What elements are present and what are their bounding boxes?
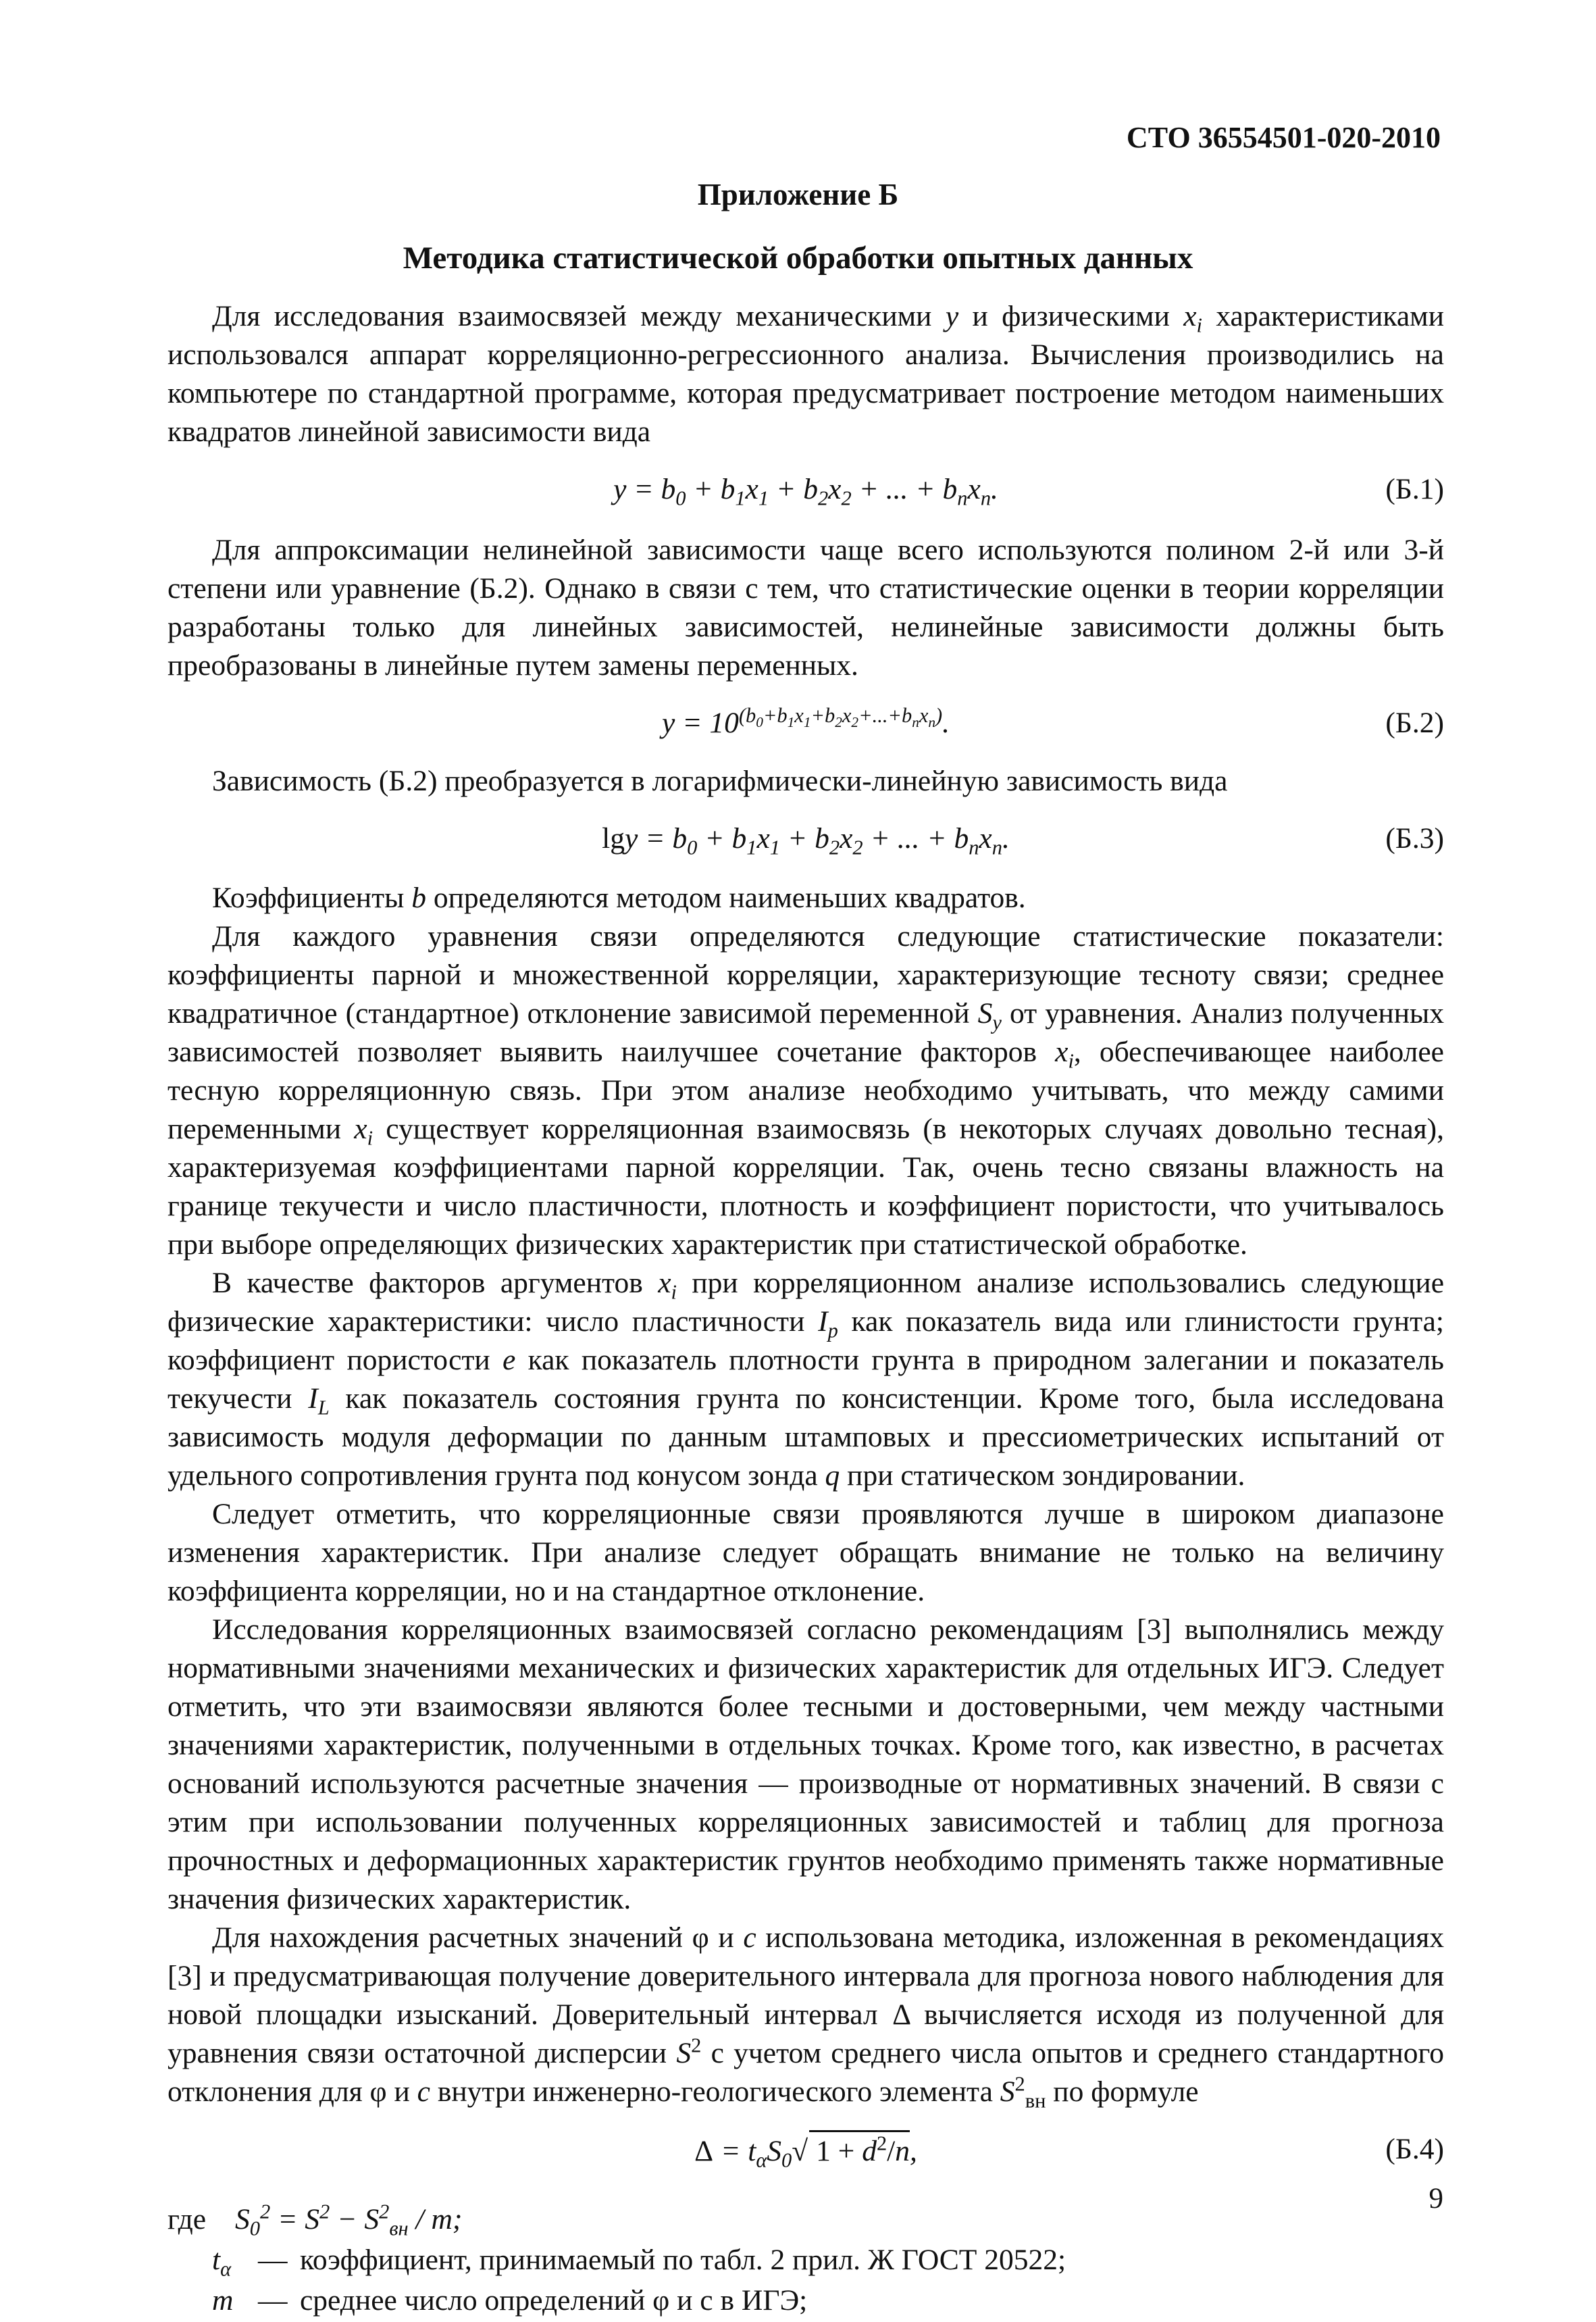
formula-b1-number: (Б.1) bbox=[1385, 473, 1444, 505]
formula-b2-number: (Б.2) bbox=[1385, 707, 1444, 739]
page-number: 9 bbox=[1428, 2183, 1443, 2215]
appendix-label: Приложение Б bbox=[697, 178, 899, 211]
definition-s0 bbox=[168, 2200, 1444, 2241]
formula-b3 bbox=[168, 801, 1444, 879]
definition-t-alpha bbox=[168, 2241, 1444, 2281]
formula-b3-expression: $\lg y = b_0 + b_1x_1 + b_2x_2$ + ... + $b_nx_n$. bbox=[602, 822, 1010, 859]
paragraph-6: В качестве факторов аргументов $x_i$ при корреляционном анализе использовались следующие физические характеристики: число пластичности $I_p$ как показатель вида или глинистости грунта; коэффициент пористости e как показатель плотности грунта в природном залегании и показатель текучести $I_L$ как показатель состояния грунта по консистенции. Кроме того, была исследована зависимость модуля деформации по данным штамповых и прессиометрических испытаний от удельного сопротивления грунта под конусом зонда q при статическом зондировании. bbox=[168, 1267, 1445, 1492]
page-title: Методика статистической обработки опытных данных bbox=[403, 241, 1193, 276]
formula-b2-expression: $y = 10^{(b_0+b_1x_1+b_2x_2+...+b_nx_n)}$. bbox=[661, 703, 950, 739]
t-alpha-text: коэффициент, принимаемый по табл. 2 прил. Ж ГОСТ 20522; bbox=[300, 2244, 1066, 2276]
paragraph-1: Для исследования взаимосвязей между механическими y и физическими $x_i$ характеристиками использовался аппарат корреляционно-регрессионного анализа. Вычисления производились на компьютере по стандартной программе, которая предусматривает построение методом наименьших квадратов линейной зависимости вида bbox=[168, 300, 1444, 448]
formula-b4-number: (Б.4) bbox=[1385, 2133, 1444, 2165]
formula-b3-number: (Б.3) bbox=[1385, 822, 1444, 855]
definition-m bbox=[168, 2281, 1444, 2322]
formula-b1-expression: $y = b_0 + b_1x_1 + b_2x_2$ + ... + $b_nx_n$. bbox=[613, 473, 998, 510]
formula-b4-expression: $\Delta = t_\alpha S_0√$ $1 + d^2/n$, bbox=[168, 2130, 1444, 2171]
formula-b4 bbox=[168, 2111, 1444, 2200]
paragraph-9: Для нахождения расчетных значений φ и c использована методика, изложенная в рекомендациях [3] и предусматривающая получение доверительного интервала для прогноза нового наблюдения для новой площадки изысканий. Доверительный интервал Δ вычисляется исходя из полученной для уравнения связи остаточной дисперсии $S^2$ с учетом среднего числа опытов и среднего стандартного отклонения для φ и c внутри инженерно-геологического элемента $S^2_{вн}$ по формуле bbox=[168, 1921, 1444, 2113]
definitions-list bbox=[168, 2200, 1444, 2322]
paragraph-5: Для каждого уравнения связи определяются следующие статистические показатели: коэффициенты парной и множественной корреляции, характеризующие тесноту связи; среднее квадратичное (стандартное) отклонение зависимой переменной $S_y$ от уравнения. Анализ полученных зависимостей позволяет выявить наилучшее сочетание факторов $x_i$, обеспечивающее наиболее тесную корреляционную связь. При этом анализе необходимо учитывать, что между самими переменными $x_i$ существует корреляционная взаимосвязь (в некоторых случаях довольно тесная), характеризуемая коэффициентами парной корреляции. Так, очень тесно связаны влажность на границе текучести и число пластичности, плотность и коэффициент пористости, что учитывалось при выборе определяющих физических характеристик при статистической обработке. bbox=[168, 920, 1445, 1261]
t-alpha-symbol: $t_\alpha$ bbox=[212, 2244, 232, 2281]
m-text: среднее число определений φ и c в ИГЭ; bbox=[300, 2284, 808, 2317]
paragraph-7: Следует отметить, что корреляционные связи проявляются лучше в широком диапазоне изменения характеристик. При анализе следует обращать внимание не только на величину коэффициента корреляции, но и на стандартное отклонение. bbox=[168, 1498, 1444, 1607]
dash: — bbox=[258, 2244, 288, 2276]
formula-b2 bbox=[168, 685, 1444, 762]
formula-b1 bbox=[168, 451, 1444, 531]
m-symbol: m bbox=[212, 2284, 234, 2317]
paragraph-8: Исследования корреляционных взаимосвязей согласно рекомендациям [3] выполнялись между нормативными значениями механических и физических характеристик для отдельных ИГЭ. Следует отметить, что эти взаимосвязи являются более тесными и достоверными, чем между частными значениями характеристик, полученными в отдельных точках. Кроме того, как известно, в расчетах оснований используются расчетные значения — производные от нормативных значений. В связи с этим при использовании полученных корреляционных зависимостей и таблиц для прогноза прочностных и деформационных характеристик грунтов необходимо применять также нормативные значения физических характеристик. bbox=[168, 1613, 1444, 1915]
paragraph-3: Зависимость (Б.2) преобразуется в логарифмически-линейную зависимость вида bbox=[212, 765, 1228, 797]
dash: — bbox=[258, 2284, 288, 2317]
standard-number: СТО 36554501-020-2010 bbox=[1126, 121, 1441, 154]
document-body bbox=[168, 297, 1444, 2322]
s0-expression: $S_0^2 = S^2 - S^2_{вн} / m$; bbox=[235, 2200, 463, 2240]
where-label: где bbox=[168, 2203, 207, 2236]
paragraph-4: Коэффициенты b определяются методом наименьших квадратов. bbox=[212, 882, 1026, 914]
paragraph-2: Для аппроксимации нелинейной зависимости чаще всего используются полином 2-й или 3-й степени или уравнение (Б.2). Однако в связи с тем, что статистические оценки в теории корреляции разработаны только для линейных зависимостей, нелинейные зависимости должны быть преобразованы в линейные путем замены переменных. bbox=[168, 534, 1444, 682]
